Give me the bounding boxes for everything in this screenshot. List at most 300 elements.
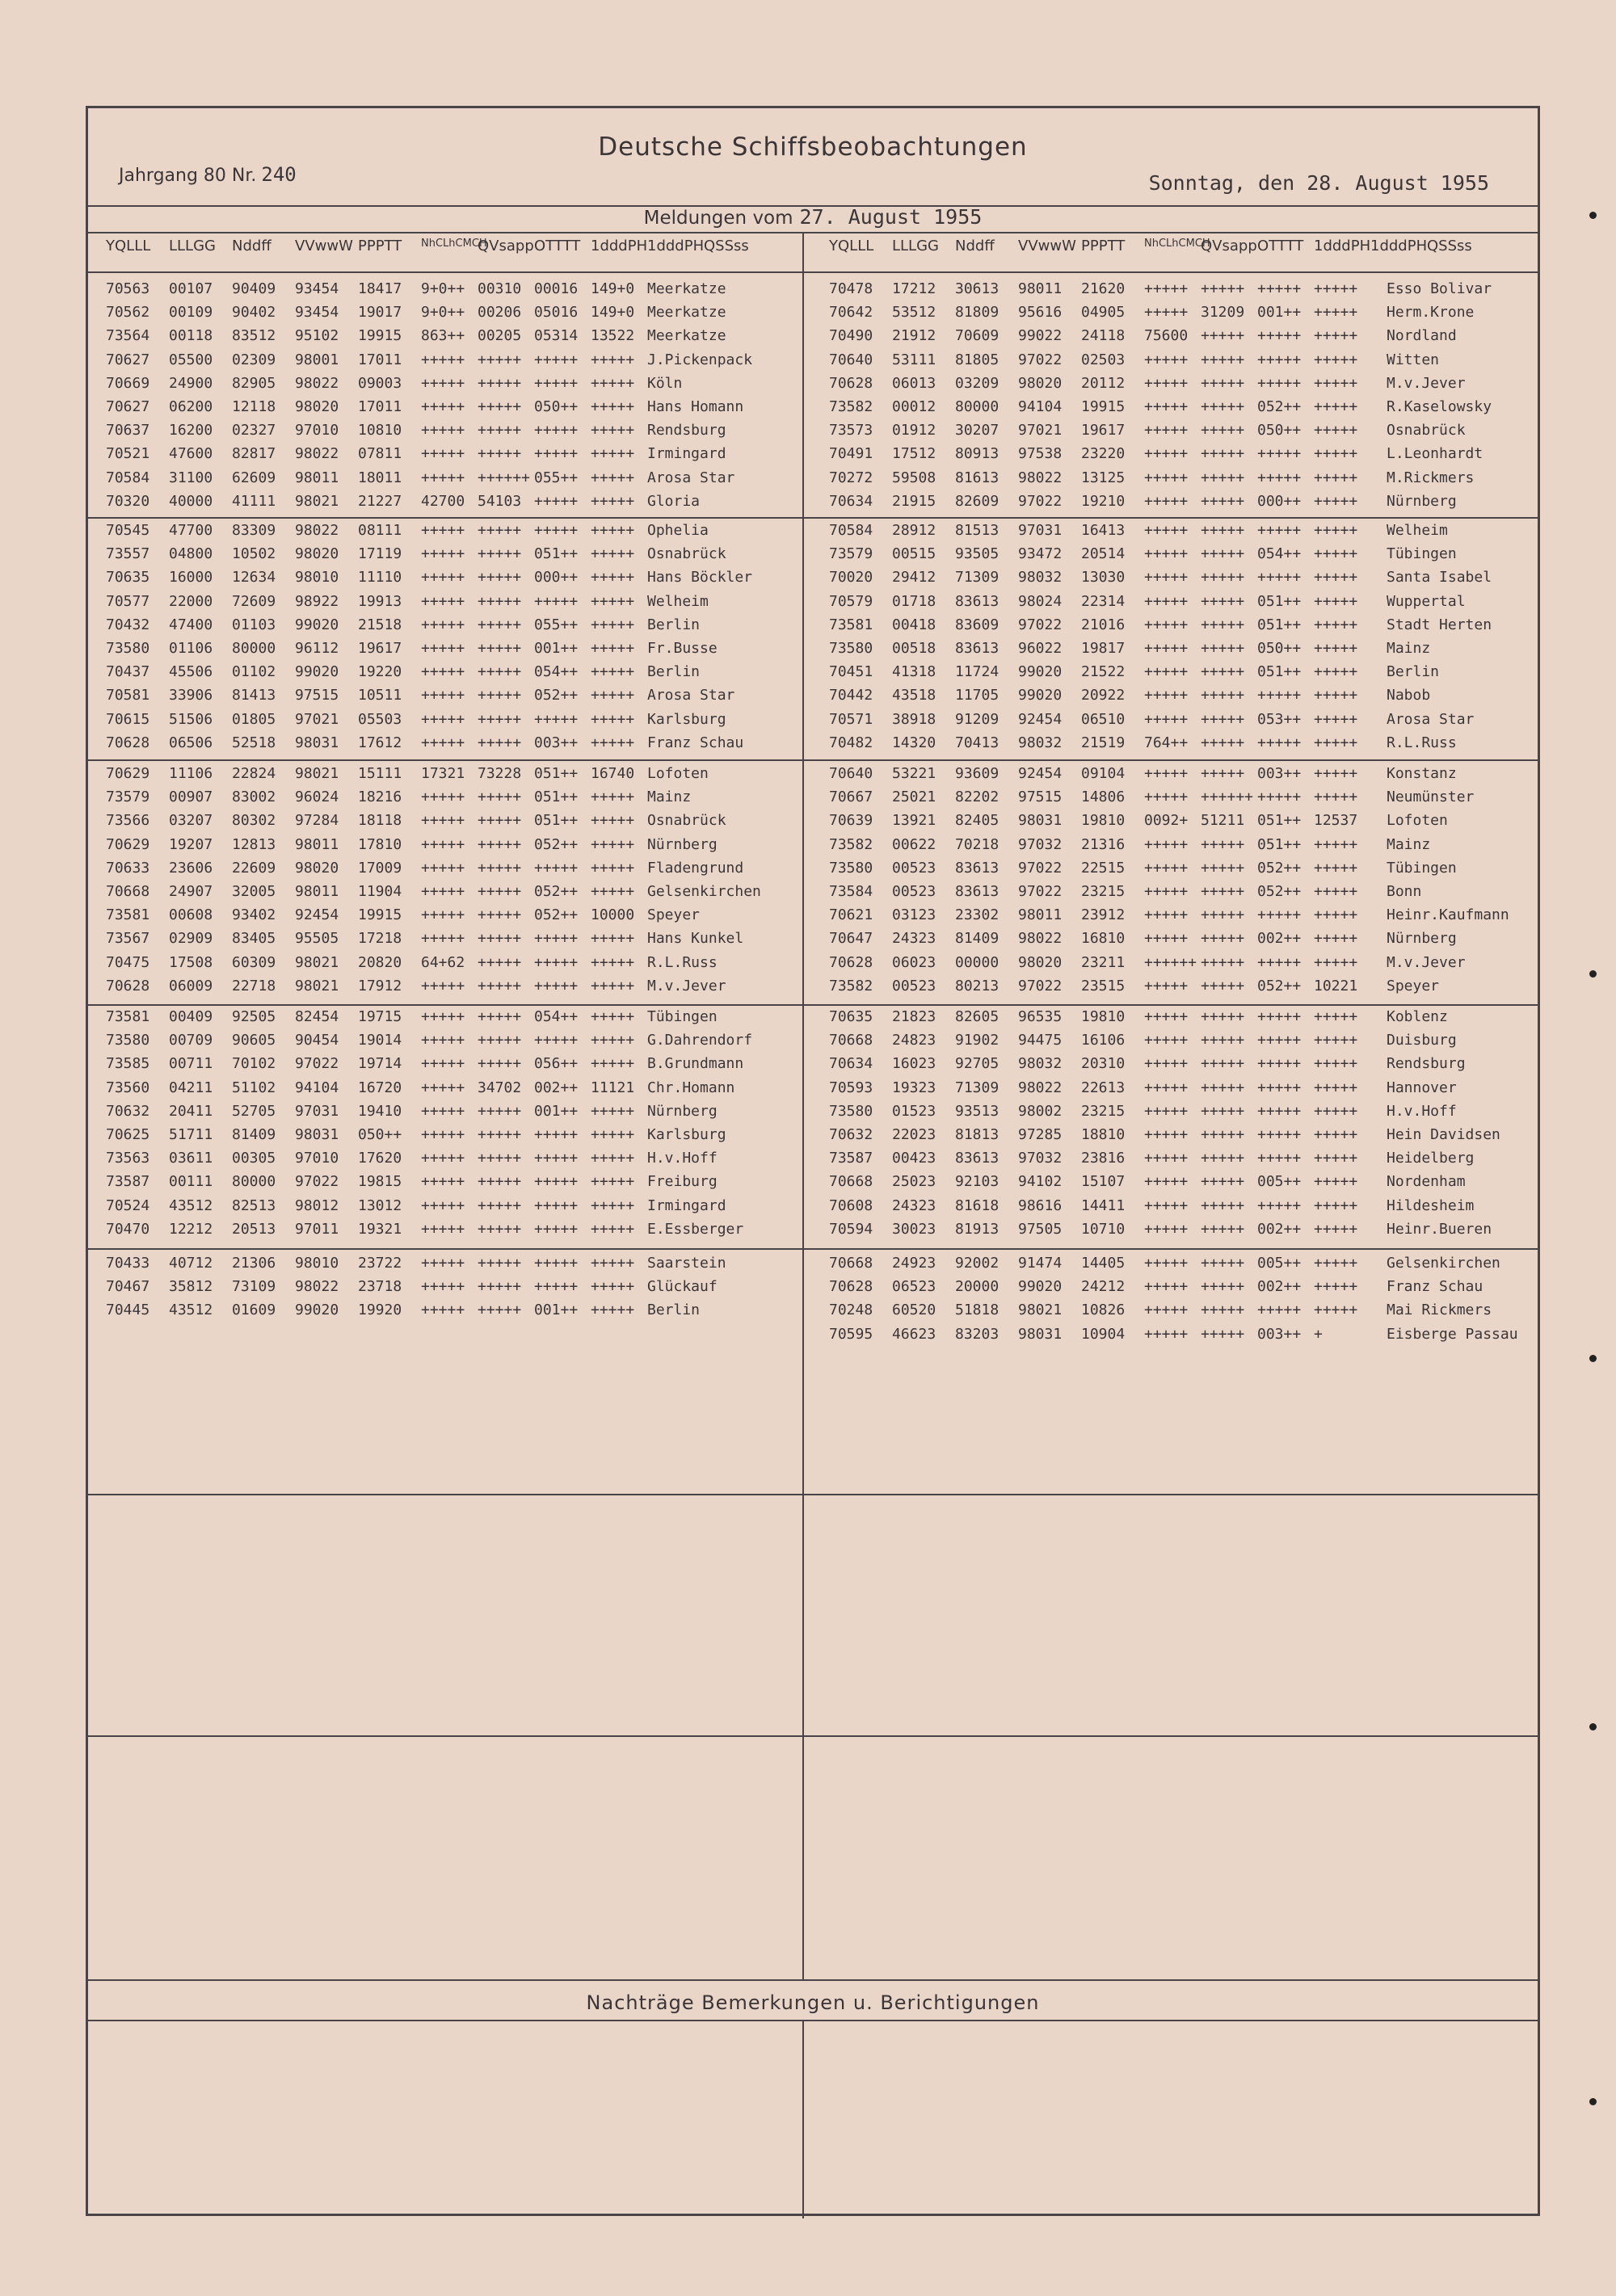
cell-value: 98022 bbox=[295, 445, 339, 463]
cell-value: +++++ bbox=[1201, 687, 1245, 704]
cell-value: 21316 bbox=[1081, 835, 1126, 853]
table-row bbox=[88, 1079, 799, 1103]
cell-value: +++++ bbox=[1257, 687, 1302, 704]
cell-value: +++++ bbox=[591, 1255, 635, 1272]
cell-value: 47400 bbox=[169, 616, 213, 633]
cell-value: 28912 bbox=[892, 522, 936, 539]
cell-value: +++++ bbox=[1314, 1126, 1358, 1143]
cell-value: +++++ bbox=[478, 522, 522, 539]
cell-value: +++++ bbox=[478, 351, 522, 368]
ship-name: Santa Isabel bbox=[1387, 569, 1492, 587]
column-header: VVwwW bbox=[1018, 238, 1076, 254]
cell-value: 70581 bbox=[106, 687, 150, 704]
ship-name: Nürnberg bbox=[647, 1102, 718, 1120]
table-row bbox=[811, 812, 1522, 835]
column-header: PPPTT bbox=[358, 238, 402, 254]
cell-value: 16810 bbox=[1081, 930, 1126, 948]
cell-value: 47600 bbox=[169, 445, 213, 463]
table-row bbox=[88, 1032, 799, 1055]
cell-value: +++++ bbox=[1257, 1055, 1302, 1073]
ship-name: Stadt Herten bbox=[1387, 616, 1492, 633]
cell-value: 10710 bbox=[1081, 1220, 1126, 1238]
cell-value: +++++ bbox=[1314, 1301, 1358, 1319]
cell-value: +++++ bbox=[421, 1126, 465, 1143]
cell-value: 94102 bbox=[1018, 1173, 1063, 1191]
cell-value: +++++ bbox=[1144, 569, 1189, 587]
cell-value: 53221 bbox=[892, 765, 936, 782]
cell-value: 00305 bbox=[232, 1150, 276, 1167]
table-row bbox=[811, 522, 1522, 545]
cell-value: 97021 bbox=[1018, 422, 1063, 439]
cell-value: +++++ bbox=[478, 930, 522, 948]
cell-value: 15111 bbox=[358, 765, 402, 782]
cell-value: +++++ bbox=[478, 445, 522, 463]
cell-value: +++++ bbox=[1257, 953, 1302, 971]
cell-value: +++++ bbox=[1144, 765, 1189, 782]
cell-value: 052++ bbox=[1257, 398, 1302, 415]
cell-value: 82905 bbox=[232, 374, 276, 392]
cell-value: 97022 bbox=[1018, 859, 1063, 877]
cell-value: 71309 bbox=[955, 569, 999, 587]
table-row bbox=[88, 522, 799, 545]
table-row bbox=[811, 734, 1522, 758]
cell-value: +++++ bbox=[1314, 640, 1358, 657]
cell-value: 051++ bbox=[1257, 812, 1302, 830]
cell-value: 22000 bbox=[169, 592, 213, 610]
cell-value: 93505 bbox=[955, 545, 999, 563]
cell-value: 23515 bbox=[1081, 977, 1126, 995]
table-row bbox=[811, 711, 1522, 734]
cell-value: 97505 bbox=[1018, 1220, 1063, 1238]
cell-value: +++++ bbox=[421, 734, 465, 751]
cell-value: 70628 bbox=[829, 953, 873, 971]
table-row bbox=[811, 1326, 1522, 1349]
cell-value: +++++ bbox=[478, 953, 522, 971]
cell-value: +++++ bbox=[1314, 1079, 1358, 1096]
cell-value: 95102 bbox=[295, 327, 339, 345]
cell-value: 81618 bbox=[955, 1196, 999, 1214]
cell-value: 83405 bbox=[232, 930, 276, 948]
cell-value: 19915 bbox=[358, 327, 402, 345]
cell-value: +++++ bbox=[1257, 1126, 1302, 1143]
cell-value: 80000 bbox=[955, 398, 999, 415]
cell-value: +++++ bbox=[478, 1255, 522, 1272]
cell-value: 24118 bbox=[1081, 327, 1126, 345]
cell-value: 70628 bbox=[106, 977, 150, 995]
cell-value: 70491 bbox=[829, 445, 873, 463]
cell-value: +++++ bbox=[534, 859, 579, 877]
cell-value: +++++ bbox=[1144, 616, 1189, 633]
cell-value: 05500 bbox=[169, 351, 213, 368]
column-header: QVsapp bbox=[478, 238, 534, 254]
cell-value: 19617 bbox=[358, 640, 402, 657]
cell-value: +++++ bbox=[421, 1220, 465, 1238]
ship-name: Heidelberg bbox=[1387, 1150, 1475, 1167]
cell-value: 00118 bbox=[169, 327, 213, 345]
cell-value: 14320 bbox=[892, 734, 936, 751]
cell-value: 02309 bbox=[232, 351, 276, 368]
cell-value: 97284 bbox=[295, 812, 339, 830]
ship-name: Tübingen bbox=[1387, 859, 1457, 877]
ship-name: Irmingard bbox=[647, 445, 726, 463]
ship-name: Arosa Star bbox=[647, 469, 735, 486]
cell-value: +++++ bbox=[1201, 710, 1245, 728]
cell-value: 98011 bbox=[1018, 906, 1063, 924]
ship-name: Köln bbox=[647, 374, 683, 392]
cell-value: +++++ bbox=[1144, 445, 1189, 463]
cell-value: +++++ bbox=[478, 592, 522, 610]
cell-value: 98020 bbox=[295, 859, 339, 877]
cell-value: +++++ bbox=[591, 1173, 635, 1191]
punch-hole bbox=[1589, 2098, 1597, 2105]
cell-value: 73582 bbox=[829, 977, 873, 995]
cell-value: 70668 bbox=[829, 1173, 873, 1191]
ship-name: Lofoten bbox=[1387, 812, 1448, 830]
ship-name: Heinr.Kaufmann bbox=[1387, 906, 1509, 924]
rule-under-meldungen bbox=[88, 232, 1538, 233]
cell-value: 70621 bbox=[829, 906, 873, 924]
cell-value: +++++ bbox=[534, 1173, 579, 1191]
cell-value: 70467 bbox=[106, 1278, 150, 1296]
table-row bbox=[811, 445, 1522, 469]
cell-value: 00709 bbox=[169, 1032, 213, 1049]
ship-name: Irmingard bbox=[647, 1196, 726, 1214]
table-row bbox=[88, 493, 799, 516]
cell-value: +++++ bbox=[421, 545, 465, 563]
cell-value: +++++ bbox=[1314, 398, 1358, 415]
cell-value: 24212 bbox=[1081, 1278, 1126, 1296]
ship-name: R.Kaselowsky bbox=[1387, 398, 1492, 415]
cell-value: +++++ bbox=[421, 469, 465, 486]
table-row bbox=[88, 734, 799, 758]
cell-value: +++++ bbox=[534, 977, 579, 995]
cell-value: 70615 bbox=[106, 710, 150, 728]
table-row bbox=[88, 640, 799, 663]
table-row bbox=[811, 1032, 1522, 1055]
cell-value: 00012 bbox=[892, 398, 936, 415]
cell-value: 19617 bbox=[1081, 422, 1126, 439]
table-row bbox=[811, 1255, 1522, 1278]
cell-value: 83203 bbox=[955, 1325, 999, 1343]
cell-value: 054++ bbox=[534, 1008, 579, 1025]
cell-value: 06013 bbox=[892, 374, 936, 392]
cell-value: 21016 bbox=[1081, 616, 1126, 633]
cell-value: +++++ bbox=[1201, 592, 1245, 610]
cell-value: 70635 bbox=[829, 1008, 873, 1025]
cell-value: 12813 bbox=[232, 835, 276, 853]
cell-value: 47700 bbox=[169, 522, 213, 539]
cell-value: 29412 bbox=[892, 569, 936, 587]
cell-value: +++++ bbox=[1201, 1255, 1245, 1272]
cell-value: 70320 bbox=[106, 492, 150, 510]
cell-value: +++++ bbox=[591, 1126, 635, 1143]
cell-value: 43512 bbox=[169, 1301, 213, 1319]
cell-value: 82202 bbox=[955, 788, 999, 806]
cell-value: ++++++ bbox=[478, 469, 531, 486]
ship-name: Karlsburg bbox=[647, 710, 726, 728]
cell-value: +++++ bbox=[478, 616, 522, 633]
cell-value: 17912 bbox=[358, 977, 402, 995]
cell-value: 95616 bbox=[1018, 304, 1063, 322]
table-row bbox=[811, 1173, 1522, 1196]
cell-value: 06506 bbox=[169, 734, 213, 751]
cell-value: 00310 bbox=[478, 280, 522, 297]
cell-value: 34702 bbox=[478, 1079, 522, 1096]
cell-value: 98022 bbox=[295, 1278, 339, 1296]
cell-value: +++++ bbox=[1144, 1278, 1189, 1296]
cell-value: 005++ bbox=[1257, 1173, 1302, 1191]
cell-value: +++++ bbox=[478, 1126, 522, 1143]
cell-value: 00409 bbox=[169, 1008, 213, 1025]
cell-value: 97011 bbox=[295, 1220, 339, 1238]
table-row bbox=[88, 1055, 799, 1079]
cell-value: 054++ bbox=[1257, 545, 1302, 563]
cell-value: 000++ bbox=[534, 569, 579, 587]
cell-value: 97022 bbox=[295, 1173, 339, 1191]
cell-value: 12212 bbox=[169, 1220, 213, 1238]
cell-value: +++++ bbox=[421, 1196, 465, 1214]
cell-value: 82609 bbox=[955, 492, 999, 510]
cell-value: 30613 bbox=[955, 280, 999, 297]
cell-value: 94475 bbox=[1018, 1032, 1063, 1049]
cell-value: +++++ bbox=[1201, 663, 1245, 681]
cell-value: 00523 bbox=[892, 859, 936, 877]
cell-value: 70667 bbox=[829, 788, 873, 806]
cell-value: +++++ bbox=[1314, 835, 1358, 853]
cell-value: 40712 bbox=[169, 1255, 213, 1272]
cell-value: 06523 bbox=[892, 1278, 936, 1296]
cell-value: 001++ bbox=[534, 1102, 579, 1120]
cell-value: 003++ bbox=[1257, 1325, 1302, 1343]
ship-name: Speyer bbox=[1387, 977, 1440, 995]
cell-value: 051++ bbox=[1257, 663, 1302, 681]
cell-value: +++++ bbox=[1144, 1102, 1189, 1120]
cell-value: 30023 bbox=[892, 1220, 936, 1238]
ship-name: Tübingen bbox=[647, 1008, 718, 1025]
cell-value: 73109 bbox=[232, 1278, 276, 1296]
cell-value: +++++ bbox=[1257, 1301, 1302, 1319]
cell-value: 19321 bbox=[358, 1220, 402, 1238]
cell-value: 38918 bbox=[892, 710, 936, 728]
ship-name: M.v.Jever bbox=[647, 977, 726, 995]
cell-value: +++++ bbox=[1201, 953, 1245, 971]
ship-name: Franz Schau bbox=[647, 734, 744, 751]
cell-value: 0092+ bbox=[1144, 812, 1189, 830]
cell-value: 98021 bbox=[1018, 1301, 1063, 1319]
cell-value: 73566 bbox=[106, 812, 150, 830]
cell-value: +++++ bbox=[1201, 374, 1245, 392]
cell-value: 98021 bbox=[295, 953, 339, 971]
cell-value: 83613 bbox=[955, 1150, 999, 1167]
cell-value: 81409 bbox=[955, 930, 999, 948]
cell-value: 9+0++ bbox=[421, 280, 465, 297]
cell-value: 23215 bbox=[1081, 1102, 1126, 1120]
table-row bbox=[88, 1173, 799, 1196]
cell-value: 73587 bbox=[106, 1173, 150, 1191]
cell-value: 98031 bbox=[295, 1126, 339, 1143]
cell-value: +++++ bbox=[1201, 1278, 1245, 1296]
cell-value: 73579 bbox=[106, 788, 150, 806]
cell-value: 17620 bbox=[358, 1150, 402, 1167]
table-row bbox=[88, 280, 799, 304]
table-row bbox=[88, 687, 799, 710]
cell-value: +++++ bbox=[1314, 883, 1358, 900]
cell-value: + bbox=[1314, 1325, 1323, 1343]
ship-name: Esso Bolivar bbox=[1387, 280, 1492, 297]
cell-value: 149+0 bbox=[591, 304, 635, 322]
table-row bbox=[88, 906, 799, 930]
cell-value: 002++ bbox=[1257, 930, 1302, 948]
cell-value: 70577 bbox=[106, 592, 150, 610]
ship-name: H.v.Hoff bbox=[1387, 1102, 1457, 1120]
cell-value: 19014 bbox=[358, 1032, 402, 1049]
cell-value: +++++ bbox=[1144, 1079, 1189, 1096]
cell-value: 01523 bbox=[892, 1102, 936, 1120]
table-row bbox=[811, 616, 1522, 640]
cell-value: 24923 bbox=[892, 1255, 936, 1272]
cell-value: 70490 bbox=[829, 327, 873, 345]
cell-value: 14411 bbox=[1081, 1196, 1126, 1214]
cell-value: 90402 bbox=[232, 304, 276, 322]
cell-value: 97031 bbox=[295, 1102, 339, 1120]
cell-value: +++++ bbox=[478, 374, 522, 392]
cell-value: 90605 bbox=[232, 1032, 276, 1049]
cell-value: 98021 bbox=[295, 765, 339, 782]
cell-value: 98032 bbox=[1018, 1055, 1063, 1073]
table-row bbox=[811, 1008, 1522, 1032]
cell-value: +++++ bbox=[1201, 327, 1245, 345]
cell-value: 17612 bbox=[358, 734, 402, 751]
cell-value: +++++ bbox=[1314, 1102, 1358, 1120]
cell-value: 01103 bbox=[232, 616, 276, 633]
cell-value: 25021 bbox=[892, 788, 936, 806]
cell-value: +++++ bbox=[421, 522, 465, 539]
cell-value: +++++ bbox=[591, 1102, 635, 1120]
cell-value: +++++ bbox=[1314, 616, 1358, 633]
cell-value: 98022 bbox=[1018, 1079, 1063, 1096]
cell-value: 13030 bbox=[1081, 569, 1126, 587]
cell-value: +++++ bbox=[1314, 906, 1358, 924]
column-header: PPPTT bbox=[1081, 238, 1126, 254]
cell-value: +++++ bbox=[1201, 492, 1245, 510]
cell-value: +++++ bbox=[1314, 304, 1358, 322]
cell-value: +++++ bbox=[534, 445, 579, 463]
cell-value: +++++ bbox=[1144, 1150, 1189, 1167]
cell-value: 003++ bbox=[1257, 765, 1302, 782]
cell-value: 07811 bbox=[358, 445, 402, 463]
cell-value: 33906 bbox=[169, 687, 213, 704]
cell-value: +++++ bbox=[1201, 445, 1245, 463]
cell-value: +++++ bbox=[591, 616, 635, 633]
cell-value: 23912 bbox=[1081, 906, 1126, 924]
cell-value: 001++ bbox=[534, 640, 579, 657]
cell-value: 17512 bbox=[892, 445, 936, 463]
ship-name: Karlsburg bbox=[647, 1126, 726, 1143]
cell-value: 70593 bbox=[829, 1079, 873, 1096]
cell-value: 056++ bbox=[534, 1055, 579, 1073]
cell-value: 23722 bbox=[358, 1255, 402, 1272]
punch-hole bbox=[1589, 212, 1597, 219]
cell-value: +++++ bbox=[591, 859, 635, 877]
ship-name: J.Pickenpack bbox=[647, 351, 753, 368]
cell-value: 04211 bbox=[169, 1079, 213, 1096]
cell-value: 00523 bbox=[892, 883, 936, 900]
table-row bbox=[811, 327, 1522, 351]
table-row bbox=[88, 616, 799, 640]
cell-value: +++++ bbox=[1314, 687, 1358, 704]
cell-value: 18216 bbox=[358, 788, 402, 806]
table-row bbox=[88, 1103, 799, 1126]
cell-value: +++++ bbox=[1314, 1008, 1358, 1025]
cell-value: 11705 bbox=[955, 687, 999, 704]
cell-value: 97515 bbox=[1018, 788, 1063, 806]
column-header: 1dddPH bbox=[647, 238, 705, 254]
cell-value: 01912 bbox=[892, 422, 936, 439]
cell-value: 97010 bbox=[295, 422, 339, 439]
cell-value: 94104 bbox=[1018, 398, 1063, 415]
column-header: Nddff bbox=[232, 238, 271, 254]
cell-value: 00515 bbox=[892, 545, 936, 563]
table-row bbox=[811, 569, 1522, 592]
cell-value: 73584 bbox=[829, 883, 873, 900]
cell-value: 40000 bbox=[169, 492, 213, 510]
table-row bbox=[88, 954, 799, 978]
ship-name: B.Grundmann bbox=[647, 1055, 744, 1073]
ship-name: Hans Homann bbox=[647, 398, 744, 415]
cell-value: +++++ bbox=[591, 663, 635, 681]
cell-value: +++++ bbox=[1257, 734, 1302, 751]
cell-value: 80000 bbox=[232, 640, 276, 657]
cell-value: 06023 bbox=[892, 953, 936, 971]
ship-name: Ophelia bbox=[647, 522, 709, 539]
cell-value: 19210 bbox=[1081, 492, 1126, 510]
cell-value: +++++ bbox=[1314, 930, 1358, 948]
cell-value: 00109 bbox=[169, 304, 213, 322]
cell-value: +++++ bbox=[421, 906, 465, 924]
cell-value: 21912 bbox=[892, 327, 936, 345]
cell-value: 81409 bbox=[232, 1126, 276, 1143]
cell-value: 98012 bbox=[295, 1196, 339, 1214]
cell-value: +++++ bbox=[1144, 351, 1189, 368]
cell-value: +++++ bbox=[421, 1173, 465, 1191]
cell-value: 98011 bbox=[295, 835, 339, 853]
cell-value: +++++ bbox=[591, 953, 635, 971]
ship-name: Nordenham bbox=[1387, 1173, 1466, 1191]
cell-value: +++++ bbox=[478, 883, 522, 900]
cell-value: 70637 bbox=[106, 422, 150, 439]
cell-value: +++++ bbox=[591, 788, 635, 806]
cell-value: 052++ bbox=[534, 906, 579, 924]
cell-value: 43512 bbox=[169, 1196, 213, 1214]
table-row bbox=[88, 1197, 799, 1221]
cell-value: +++++ bbox=[1314, 280, 1358, 297]
cell-value: +++++ bbox=[478, 1196, 522, 1214]
cell-value: 75600 bbox=[1144, 327, 1189, 345]
table-row bbox=[811, 883, 1522, 906]
cell-value: 81805 bbox=[955, 351, 999, 368]
cell-value: +++++ bbox=[1144, 1032, 1189, 1049]
cell-value: 90454 bbox=[295, 1032, 339, 1049]
cell-value: 70642 bbox=[829, 304, 873, 322]
cell-value: 052++ bbox=[534, 883, 579, 900]
ship-name: M.v.Jever bbox=[1387, 953, 1466, 971]
cell-value: 98022 bbox=[1018, 930, 1063, 948]
cell-value: 06009 bbox=[169, 977, 213, 995]
cell-value: 21518 bbox=[358, 616, 402, 633]
ship-name: Rendsburg bbox=[1387, 1055, 1466, 1073]
cell-value: 92454 bbox=[1018, 765, 1063, 782]
cell-value: ++++++ bbox=[1201, 788, 1254, 806]
